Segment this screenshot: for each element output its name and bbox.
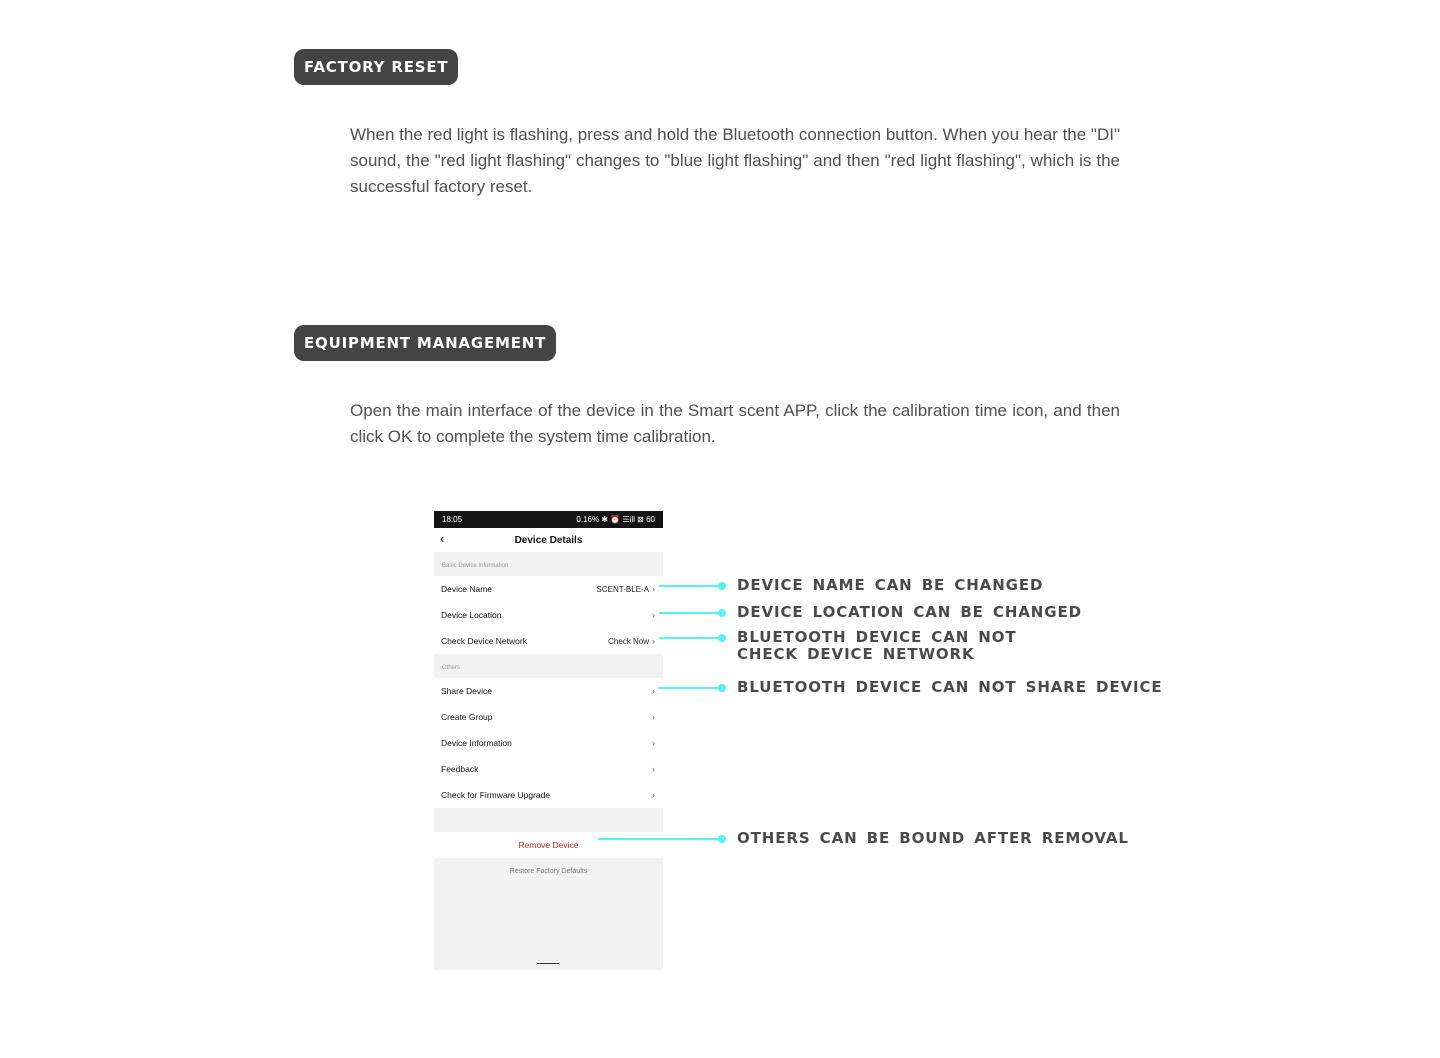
callout-dot-network: [718, 634, 726, 642]
chevron-right-icon: ›: [652, 686, 655, 696]
row-device-name[interactable]: [434, 576, 663, 602]
callout-line-network: [659, 637, 721, 639]
phone-screenshot: [434, 511, 663, 970]
callout-dot-location: [718, 609, 726, 617]
callout-line-share: [659, 687, 721, 689]
equipment-management-heading: EQUIPMENT MANAGEMENT: [294, 325, 556, 361]
factory-reset-description: When the red light is flashing, press and hold the Bluetooth connection button. When you hear the "DI" sound, the "red light flashing" changes to "blue light flashing" and then "red light flashing", which is the successful factory reset.: [350, 125, 1120, 196]
callout-network-line2: CHECK DEVICE NETWORK: [737, 645, 975, 663]
chevron-right-icon: ›: [652, 764, 655, 774]
share-device-label: Share Device: [441, 686, 493, 696]
chevron-right-icon: ›: [652, 712, 655, 722]
screen-title: Device Details: [514, 534, 583, 546]
row-device-information[interactable]: [434, 730, 663, 756]
callout-dot-share: [718, 684, 726, 692]
callout-line-remove: [598, 838, 721, 840]
device-name-value: SCENT-BLE-A: [596, 584, 649, 594]
callout-dot-remove: [718, 835, 726, 843]
row-feedback[interactable]: [434, 756, 663, 782]
check-network-label: Check Device Network: [441, 636, 527, 646]
section-basic-info: Basic Device Information: [442, 563, 509, 569]
remove-device-button[interactable]: Remove Device: [434, 832, 663, 858]
chevron-right-icon: ›: [652, 610, 655, 620]
nav-bar: [434, 528, 663, 552]
chevron-right-icon: ›: [652, 738, 655, 748]
device-name-label: Device Name: [441, 584, 493, 594]
chevron-right-icon: ›: [652, 636, 655, 646]
callout-network-line1: BLUETOOTH DEVICE CAN NOT: [737, 628, 1017, 646]
factory-reset-heading: FACTORY RESET: [294, 49, 458, 85]
callout-dot-name: [718, 582, 726, 590]
row-firmware-upgrade[interactable]: [434, 782, 663, 808]
chevron-right-icon: ›: [652, 584, 655, 594]
check-network-value: Check Now: [608, 636, 649, 646]
home-indicator: [537, 963, 559, 965]
row-create-group[interactable]: [434, 704, 663, 730]
create-group-label: Create Group: [441, 712, 493, 722]
callout-line-location: [659, 612, 721, 614]
callout-device-name: DEVICE NAME CAN BE CHANGED: [737, 576, 1044, 594]
feedback-label: Feedback: [441, 764, 479, 774]
device-location-label: Device Location: [441, 610, 502, 620]
callout-device-location: DEVICE LOCATION CAN BE CHANGED: [737, 603, 1082, 621]
row-share-device[interactable]: [434, 678, 663, 704]
status-time: 18:05: [442, 515, 463, 524]
section-others: Others: [442, 665, 461, 671]
device-information-label: Device Information: [441, 738, 512, 748]
callout-remove-device: OTHERS CAN BE BOUND AFTER REMOVAL: [737, 829, 1129, 847]
callout-share-device: BLUETOOTH DEVICE CAN NOT SHARE DEVICE: [737, 678, 1163, 696]
firmware-label: Check for Firmware Upgrade: [441, 790, 551, 800]
status-bar: [434, 511, 663, 528]
status-icons: 0.16% ✱ ⏰ ☰ill ⊠ 60: [576, 515, 655, 524]
back-arrow-icon[interactable]: ‹: [440, 531, 445, 546]
row-check-network[interactable]: [434, 628, 663, 654]
callout-line-name: [659, 585, 721, 587]
chevron-right-icon: ›: [652, 790, 655, 800]
equipment-management-description: Open the main interface of the device in the Smart scent APP, click the calibration time icon, and then click OK to complete the system time calibration.: [350, 401, 1120, 446]
restore-defaults-button[interactable]: Restore Factory Defaults: [509, 867, 588, 875]
row-device-location[interactable]: [434, 602, 663, 628]
